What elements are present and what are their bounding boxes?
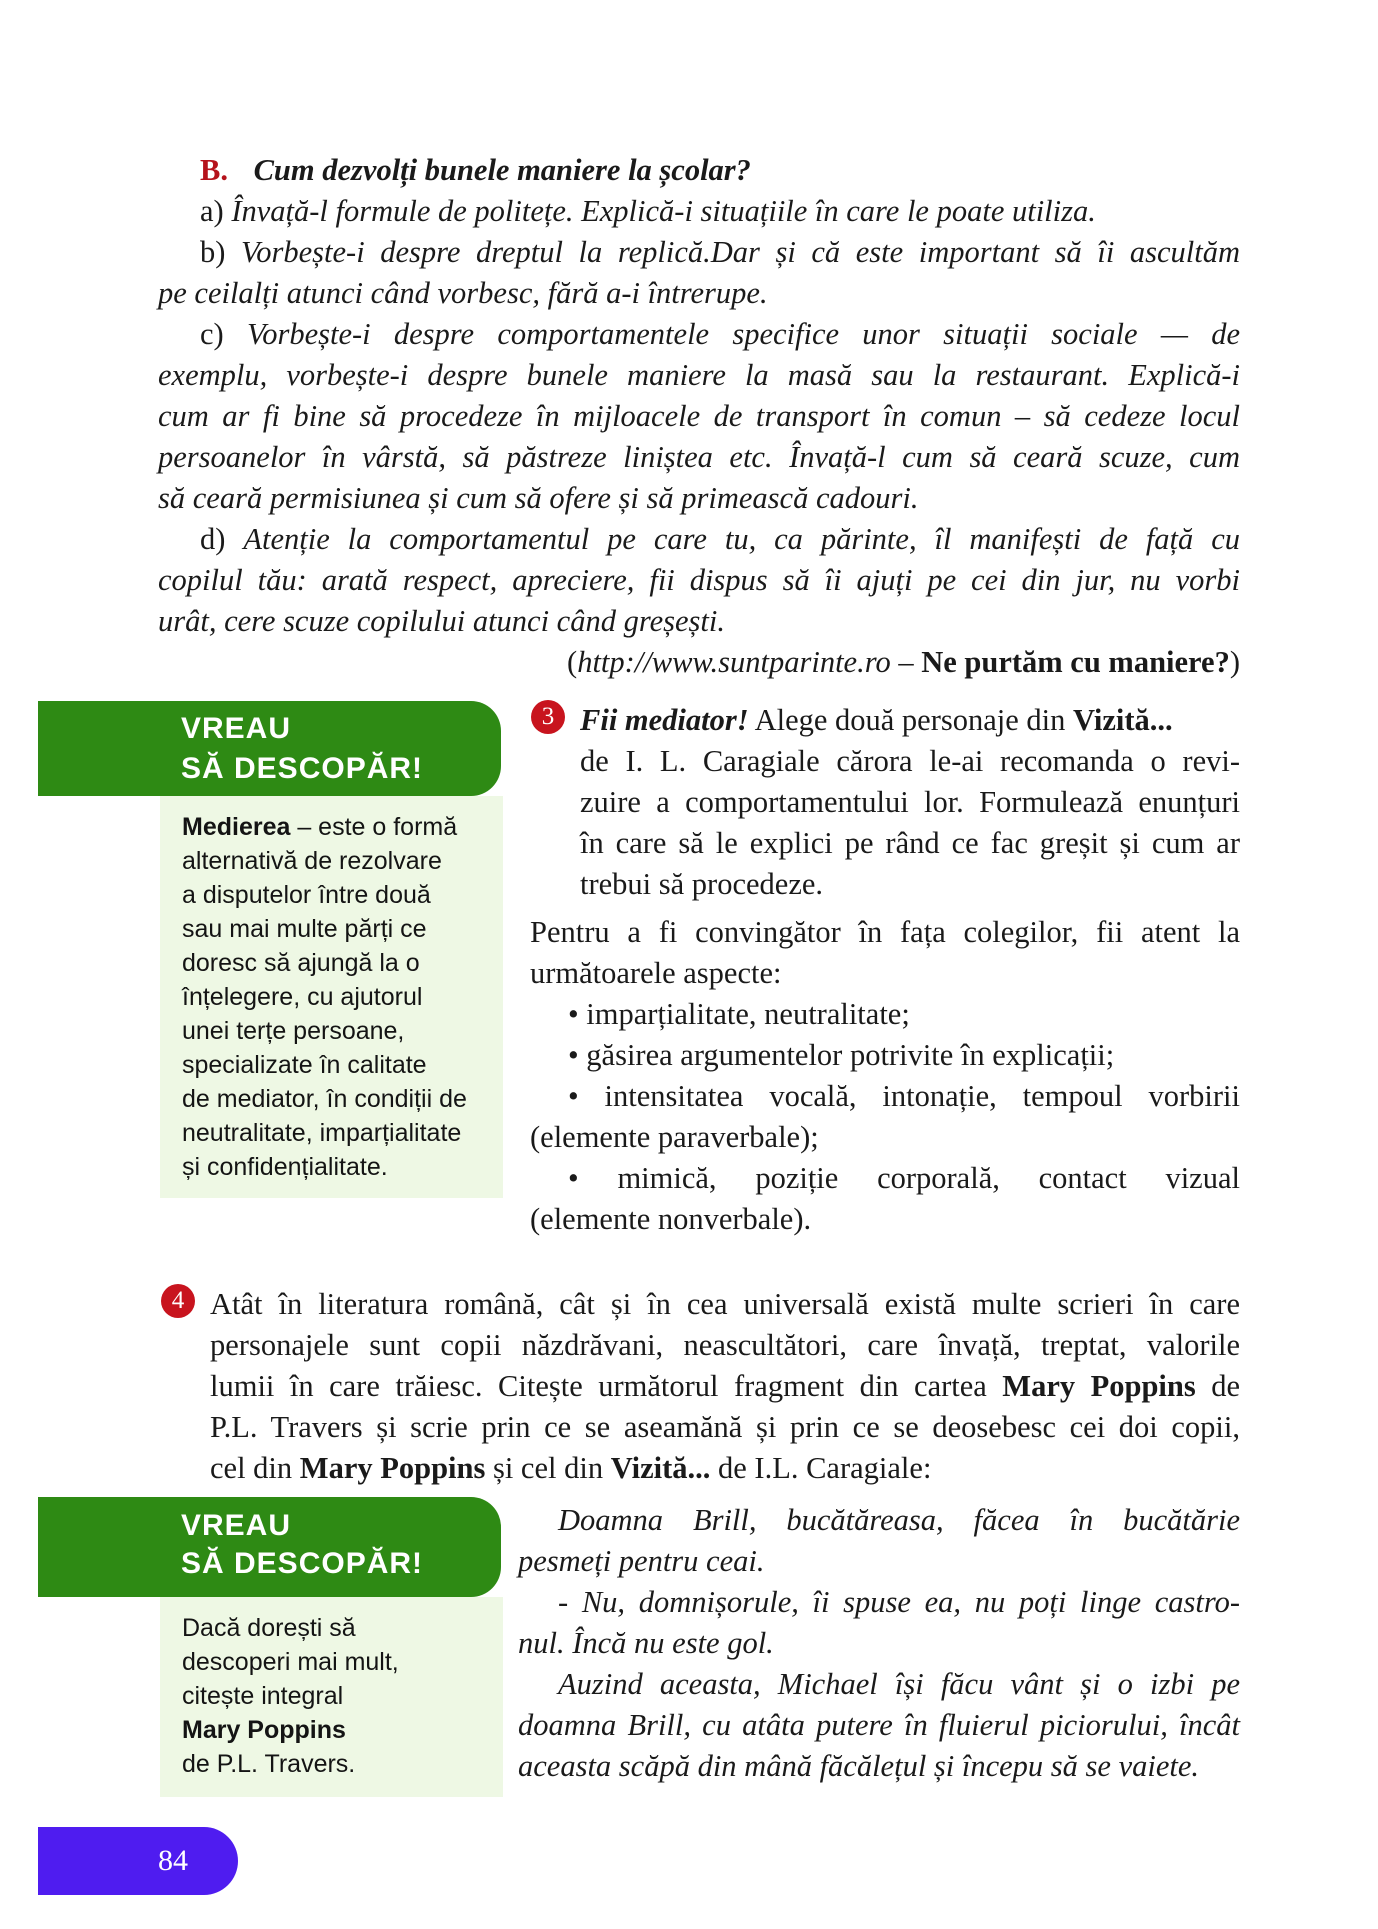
ex3-line3: zuire a comportamentului lor. Formulează enunțuri <box>580 785 1240 819</box>
item-c-line1: c) Vorbește-i despre comportamentele specifice unor situații sociale — de <box>200 317 1240 351</box>
item-d-line3: urât, cere scuze copilului atunci când greșești. <box>158 604 725 638</box>
item-c-line3: cum ar fi bine să procedeze în mijloacele de transport în comun – să cedeze locul <box>158 399 1240 433</box>
section-b-heading: Cum dezvolți bunele maniere la școlar? <box>253 153 751 187</box>
ex3-line2: de I. L. Caragiale cărora le-ai recomanda o revi- <box>580 744 1240 778</box>
ex3-line1: Fii mediator! Alege două personaje din Vizită... <box>580 703 1173 737</box>
exercise-4-number: 4 <box>161 1284 195 1318</box>
ex4-line3: lumii în care trăiesc. Citește următorul fragment din cartea Mary Poppins de <box>210 1369 1241 1403</box>
ex3-bullet3-line1: • intensitatea vocală, intonație, tempoul vorbirii <box>568 1079 1240 1113</box>
item-c-line2: exemplu, vorbește-i despre bunele maniere la masă sau la restaurant. Explică-i <box>158 358 1240 392</box>
ex4-line5: cel din Mary Poppins și cel din Vizită... de I.L. Caragiale: <box>210 1451 932 1485</box>
ex3-p2-line1: Pentru a fi convingător în fața colegilor, fii atent la <box>530 915 1240 949</box>
fragment-line2: pesmeți pentru ceai. <box>518 1544 765 1578</box>
ex3-bullet2: • găsirea argumentelor potrivite în explicații; <box>568 1038 1115 1072</box>
ex3-bullet3-line2: (elemente paraverbale); <box>530 1120 819 1154</box>
ex3-lead: Fii mediator! <box>580 703 749 737</box>
exercise-3-number: 3 <box>531 700 565 734</box>
item-d-line1: d) Atenție la comportamentul pe care tu, ca părinte, îl manifești de față cu <box>200 522 1240 556</box>
item-d-line2: copilul tău: arată respect, apreciere, fii dispus să îi ajuți pe cei din jur, nu vorbi <box>158 563 1240 597</box>
page-number-tab <box>38 1827 238 1895</box>
fragment-line7: aceasta scăpă din mână făcălețul și începu să se vaiete. <box>518 1749 1200 1783</box>
fragment-line4: nul. Încă nu este gol. <box>518 1626 774 1660</box>
ex3-line5: trebui să procedeze. <box>580 867 824 901</box>
section-b-letter: B. <box>200 153 228 187</box>
source-title: Ne purtăm cu maniere? <box>921 645 1230 679</box>
section-b-title <box>200 150 1240 191</box>
discover-box-2-body: Dacă dorești să descoperi mai mult, citește integral Mary Poppins de P.L. Travers. <box>160 1597 503 1797</box>
ex3-line4: în care să le explici pe rând ce fac greșit și cum ar <box>580 826 1240 860</box>
ex3-bullet1: • imparțialitate, neutralitate; <box>568 997 910 1031</box>
book-title: Mary Poppins <box>182 1716 346 1744</box>
source-citation: (http://www.suntparinte.ro – Ne purtăm cu maniere?) <box>567 645 1240 679</box>
fragment-line3: - Nu, domnișorule, îi spuse ea, nu poți linge castro- <box>558 1585 1240 1619</box>
discover-box-2-header: VREAU SĂ DESCOPĂR! <box>38 1497 501 1597</box>
ex3-bullet4-line1: • mimică, poziție corporală, contact vizual <box>568 1161 1240 1195</box>
discover-box-header: VREAU SĂ DESCOPĂR! <box>38 701 501 796</box>
source-url: http://www.suntparinte.ro <box>577 645 891 679</box>
ex4-line1: Atât în literatura română, cât și în cea universală există multe scrieri în care <box>210 1287 1240 1321</box>
item-c-line5: să ceară permisiunea și cum să ofere și să primească cadouri. <box>158 481 919 515</box>
ex3-bullet4-line2: (elemente nonverbale). <box>530 1202 812 1236</box>
item-b-line1: b) Vorbește-i despre dreptul la replică.Dar și că este important să îi ascultăm <box>200 235 1240 269</box>
ex3-p2-line2: următoarele aspecte: <box>530 956 782 990</box>
page-number: 84 <box>158 1844 188 1877</box>
ex4-line2: personajele sunt copii năzdrăvani, neascultători, care învață, treptat, valorile <box>210 1328 1240 1362</box>
fragment-line1: Doamna Brill, bucătăreasa, făcea în bucătărie <box>558 1503 1240 1537</box>
item-b-line2: pe ceilalți atunci când vorbesc, fără a-i întrerupe. <box>158 276 768 310</box>
fragment-line5: Auzind aceasta, Michael își făcu vânt și o izbi pe <box>558 1667 1240 1701</box>
ex4-line4: P.L. Travers și scrie prin ce se aseamănă și prin ce se deosebesc cei doi copii, <box>210 1410 1240 1444</box>
item-a: a) Învață-l formule de politețe. Explică-i situațiile în care le poate utiliza. <box>200 194 1096 228</box>
item-c-line4: persoanelor în vârstă, să păstreze liniștea etc. Învață-l cum să ceară scuze, cum <box>158 440 1240 474</box>
fragment-line6: doamna Brill, cu atâta putere în fluierul piciorului, încât <box>518 1708 1240 1742</box>
mediation-term: Medierea <box>182 813 291 841</box>
discover-box-body: Medierea – este o formă alternativă de rezolvare a disputelor între două sau mai multe părți ce doresc să ajungă la o înțelegere, cu ajutorul unei terțe persoane, specializate în calitate de mediator, în condiții de neutralitate, imparțialitate și confidențialitate. <box>160 796 503 1198</box>
